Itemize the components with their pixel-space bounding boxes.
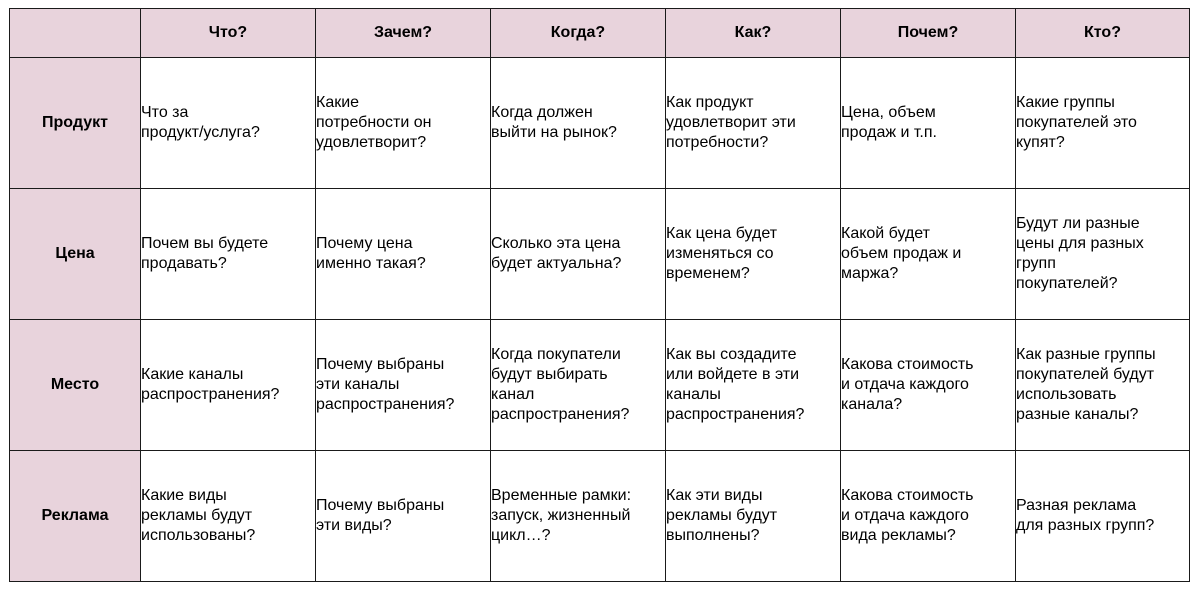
table-row-price [10, 189, 1190, 320]
table-cell [1016, 189, 1190, 320]
column-header-when: Когда? [491, 9, 666, 58]
cell-text: Будут ли разные цены для разных групп покупателей? [1016, 215, 1144, 292]
cell-text: Сколько эта цена будет актуальна? [491, 235, 622, 272]
marketing-mix-table [9, 8, 1190, 582]
table-cell [316, 189, 491, 320]
cell-text: Как эти виды рекламы будут выполнены? [666, 487, 778, 544]
cell-text: Какие виды рекламы будут использованы? [141, 487, 256, 544]
column-header-who: Кто? [1016, 9, 1190, 58]
table-cell [141, 320, 316, 451]
row-header-promotion: Реклама [10, 451, 141, 582]
table-cell [841, 320, 1016, 451]
table-cell [841, 189, 1016, 320]
cell-text: Какова стоимость и отдача каждого канала? [841, 356, 974, 413]
cell-text: Что за продукт/услуга? [141, 104, 260, 141]
cell-text: Когда покупатели будут выбирать канал распространения? [491, 346, 630, 423]
table-cell [316, 58, 491, 189]
table-cell [491, 58, 666, 189]
table-cell [1016, 320, 1190, 451]
table-cell [316, 320, 491, 451]
header-row [10, 9, 1190, 58]
cell-text: Временные рамки: запуск, жизненный цикл…? [491, 487, 632, 544]
cell-text: Как вы создадите или войдете в эти каналы распространения? [666, 346, 805, 423]
table-cell [141, 189, 316, 320]
cell-text: Цена, объем продаж и т.п. [841, 104, 937, 141]
cell-text: Почему цена именно такая? [316, 235, 426, 272]
table-cell [841, 451, 1016, 582]
cell-text: Как продукт удовлетворит эти потребности? [666, 94, 796, 151]
cell-text: Почему выбраны эти виды? [316, 497, 445, 534]
table-cell [491, 320, 666, 451]
column-header-price: Почем? [841, 9, 1016, 58]
table-cell [666, 451, 841, 582]
column-header-how: Как? [666, 9, 841, 58]
table-row-place [10, 320, 1190, 451]
table-row-promotion [10, 451, 1190, 582]
column-header-what: Что? [141, 9, 316, 58]
cell-text: Какой будет объем продаж и маржа? [841, 225, 962, 282]
table-cell [141, 58, 316, 189]
cell-text: Разная реклама для разных групп? [1016, 497, 1155, 534]
corner-cell [10, 9, 141, 58]
table-cell [1016, 451, 1190, 582]
table-cell [841, 58, 1016, 189]
table-cell [666, 58, 841, 189]
table-row-product [10, 58, 1190, 189]
table-cell [666, 189, 841, 320]
table-cell [316, 451, 491, 582]
cell-text: Какие каналы распространения? [141, 366, 280, 403]
cell-text: Почем вы будете продавать? [141, 235, 269, 272]
table-cell [491, 189, 666, 320]
row-header-price: Цена [10, 189, 141, 320]
row-header-product: Продукт [10, 58, 141, 189]
cell-text: Как разные группы покупателей будут использовать разные каналы? [1016, 346, 1156, 423]
cell-text: Когда должен выйти на рынок? [491, 104, 617, 141]
column-header-why: Зачем? [316, 9, 491, 58]
cell-text: Почему выбраны эти каналы распространения? [316, 356, 455, 413]
table-cell [666, 320, 841, 451]
table-cell [141, 451, 316, 582]
row-header-place: Место [10, 320, 141, 451]
cell-text: Какие группы покупателей это купят? [1016, 94, 1137, 151]
cell-text: Как цена будет изменяться со временем? [666, 225, 778, 282]
table-cell [491, 451, 666, 582]
table-cell [1016, 58, 1190, 189]
cell-text: Какие потребности он удовлетворит? [316, 94, 432, 151]
cell-text: Какова стоимость и отдача каждого вида рекламы? [841, 487, 974, 544]
